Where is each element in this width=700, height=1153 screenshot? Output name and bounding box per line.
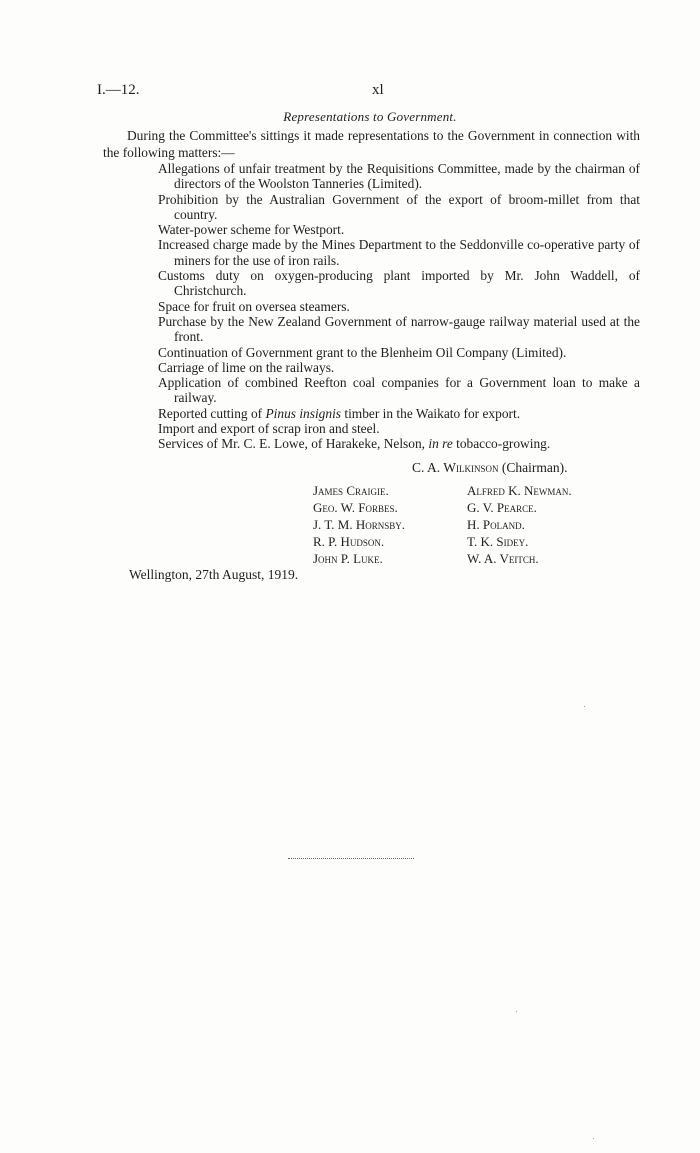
member-signature: R. P. Hudson. [313, 534, 385, 549]
member-signature: J. T. M. Hornsby. [313, 517, 406, 532]
section-heading: Representations to Government. [283, 109, 457, 124]
list-item: Increased charge made by the Mines Department to the Seddonville co-operative party of miners for the use of iron rails. [158, 237, 640, 268]
list-item: Application of combined Reefton coal companies for a Government loan to make a railway. [158, 375, 640, 406]
italic-species-name: Pinus insignis [265, 405, 342, 421]
page-number: xl [372, 82, 384, 98]
list-item [158, 406, 640, 421]
member-signature: James Craigie. [313, 483, 389, 498]
scan-speck [516, 1011, 517, 1012]
member-signature: John P. Luke. [313, 551, 383, 566]
chairman-signature [412, 460, 568, 476]
members-column-right [467, 482, 572, 567]
item-text: Services of Mr. C. E. Lowe, of Harakeke, Nelson, [158, 436, 429, 452]
members-column-left [313, 482, 405, 567]
list-item: Prohibition by the Australian Government of the export of broom-millet from that country. [158, 191, 640, 222]
member-signature: Alfred K. Newman. [467, 483, 572, 498]
member-signature: Geo. W. Forbes. [313, 500, 398, 515]
member-signature: G. V. Pearce. [467, 500, 537, 515]
list-item: Customs duty on oxygen-producing plant imported by Mr. John Waddell, of Christchurch. [158, 268, 640, 299]
item-text: tobacco-growing. [452, 436, 551, 452]
scan-speck [584, 706, 585, 707]
list-item: Import and export of scrap iron and steel. [158, 421, 380, 437]
member-signature: T. K. Sidey. [467, 534, 529, 549]
item-text: timber in the Waikato for export. [341, 405, 521, 421]
document-reference: I.—12. [97, 82, 140, 98]
chairman-role: (Chairman). [501, 460, 568, 475]
member-signature: W. A. Veitch. [467, 551, 539, 566]
italic-latin-phrase: in re [428, 436, 453, 452]
intro-paragraph: During the Committee's sittings it made representations to the Government in connection with the following matters:— [103, 128, 640, 160]
list-item [158, 436, 640, 451]
list-item: Allegations of unfair treatment by the Requisitions Committee, made by the chairman of directors of the Woolston Tanneries (Limited). [158, 161, 640, 192]
date-line: Wellington, 27th August, 1919. [129, 567, 299, 582]
list-item: Purchase by the New Zealand Government of narrow-gauge railway material used at the front. [158, 313, 640, 345]
list-item: Carriage of lime on the railways. [158, 359, 335, 375]
item-text: Reported cutting of [158, 405, 266, 421]
chairman-name: C. A. Wilkinson [412, 460, 499, 475]
section-divider [288, 858, 414, 859]
matters-list [158, 161, 640, 452]
list-item: Water-power scheme for Westport. [158, 222, 345, 238]
list-item: Continuation of Government grant to the Blenheim Oil Company (Limited). [158, 344, 567, 360]
scan-speck [593, 1138, 594, 1139]
member-signature: H. Poland. [467, 517, 525, 532]
list-item: Space for fruit on oversea steamers. [158, 298, 350, 314]
